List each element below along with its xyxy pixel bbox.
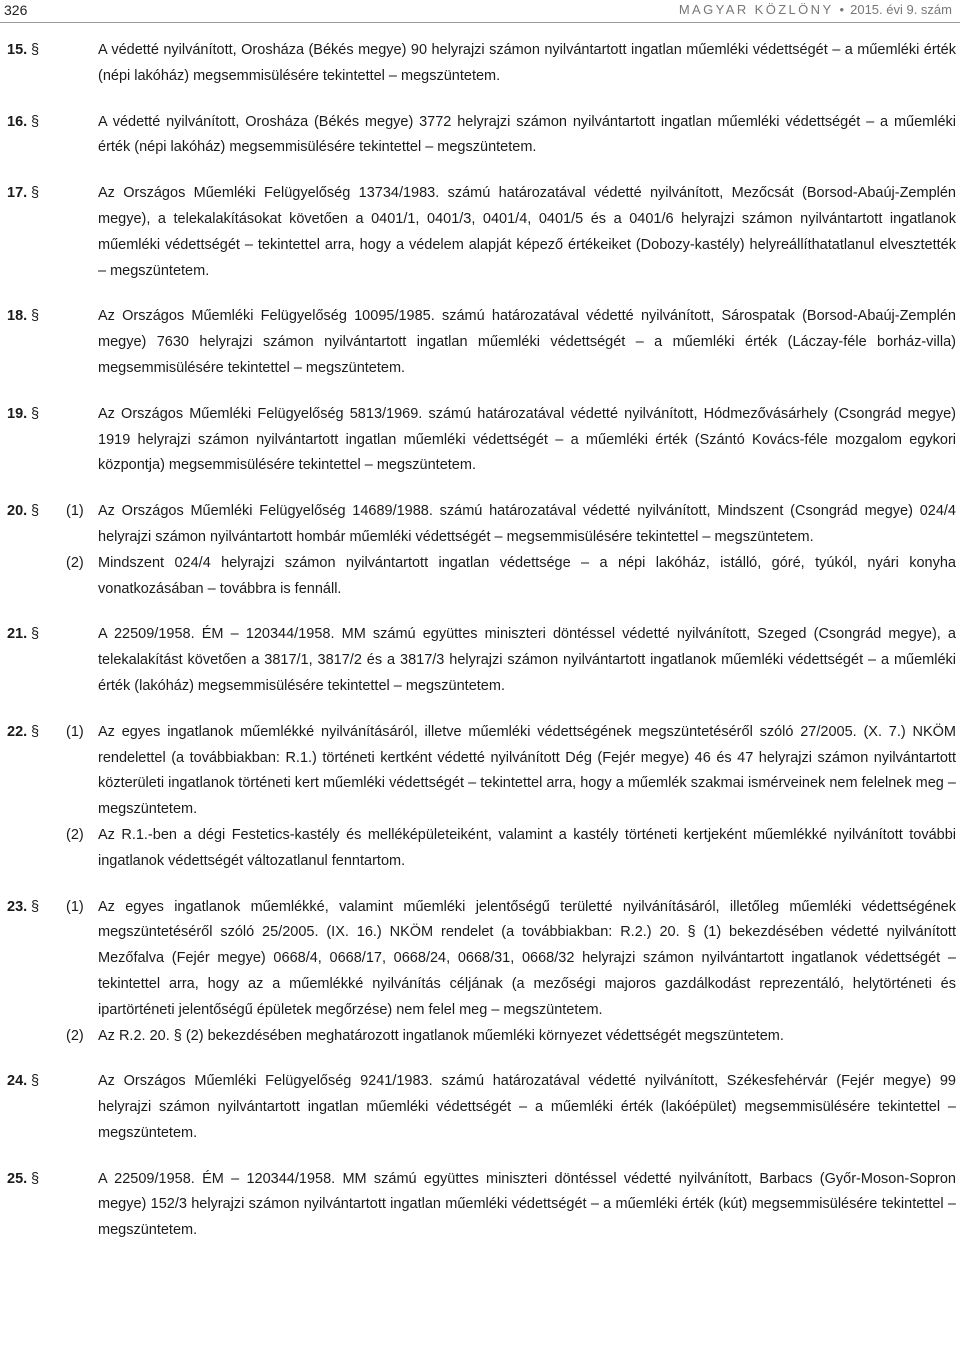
journal-title-line xyxy=(679,2,952,17)
paragraph-text: Az egyes ingatlanok műemlékké, valamint műemléki jelentőségű területté nyilvánításáról, illetőleg műemléki védettségének megszüntetéséről szóló 25/2005. (IX. 16.) NKÖM rendelet (a továbbiakban: R.2.) 20. § (1) bekezdésében védetté nyilvánított Mezőfalva (Fejér megye) 0668/4, 0668/17, 0668/24, 0668/31, 0668/32 helyrajzi számon nyilvántartott ingatlanok védettségét – tekintettel arra, hogy az a műemlékké nyilvánítás céljának (a mezőségi majoros gazdálkodást reprezentáló, helytörténeti és ipartörténeti jelentőségű épületek megőrzése) nem felel meg – megszüntetem. xyxy=(98,898,956,1018)
paragraph xyxy=(0,110,960,162)
section-item xyxy=(0,499,960,602)
section-sign: § xyxy=(31,185,40,202)
document-body xyxy=(0,38,960,1264)
paragraph xyxy=(0,895,960,1024)
section-item xyxy=(0,1069,960,1146)
section-sign: § xyxy=(31,405,40,422)
paragraph-text: Az Országos Műemléki Felügyelőség 9241/1983. számú határozatával védetté nyilvánított, Székesfehérvár (Fejér megye) 99 helyrajzi számon nyilvántartott ingatlan műemléki védettségét – a műemléki érték (lakóépület) megsemmisülésére tekintettel – megszüntetem. xyxy=(98,1073,956,1141)
paragraph-text: Az Országos Műemléki Felügyelőség 13734/1983. számú határozatával védetté nyilvánított, Mezőcsát (Borsod-Abaúj-Zemplén megye), a telekalakításokat követően a 0401/1, 0401/3, 0401/4, 0401/5 és a 0401/6 helyrajzi számon nyilvántartott ingatlanok műemléki védettségét – tekintettel arra, hogy a védelem alapját képező értékeiket (Dobozy-kastély) helyreállíthatatlanul elvesztették – megszüntetem. xyxy=(98,185,956,279)
section-item xyxy=(0,720,960,875)
section-number: 23. xyxy=(7,898,28,915)
header-separator: • xyxy=(839,2,845,17)
paragraph-text: Az egyes ingatlanok műemlékké nyilvánításáról, illetve műemléki védettségének megszüntetéséről szóló 27/2005. (X. 7.) NKÖM rendelettel (a továbbiakban: R.1.) történeti kertként védetté nyilvánított Dég (Fejér megye) 46 és 47 helyrajzi számon nyilvántartott közterületi ingatlanok történeti kert műemléki védettségét – tekintettel arra, hogy a műemlék szakmai ismérveinek nem felelnek meg – megszüntetem. xyxy=(98,723,956,818)
paragraph xyxy=(0,304,960,381)
section-sign: § xyxy=(31,42,40,58)
subsection-label: (2) xyxy=(66,826,84,843)
paragraph xyxy=(0,402,960,479)
paragraph xyxy=(0,622,960,699)
section-number: 20. xyxy=(7,503,28,520)
paragraph-text: Az Országos Műemléki Felügyelőség 10095/1985. számú határozatával védetté nyilvánított, Sárospatak (Borsod-Abaúj-Zemplén megye) 7630 helyrajzi számon nyilvántartott ingatlan műemléki védettségét – a műemléki érték (Láczay-féle borház-villa) megsemmisülésére tekintettel – megszüntetem. xyxy=(98,308,956,376)
section-sign: § xyxy=(31,503,40,520)
paragraph xyxy=(0,181,960,284)
page-header xyxy=(0,0,960,22)
paragraph-text: Az R.1.-ben a dégi Festetics-kastély és melléképületeiként, valamint a kastély történeti kertjeként műemlékké nyilvánított további ingatlanok védettségét változatlanul fenntartom. xyxy=(98,826,956,869)
section-item xyxy=(0,622,960,699)
journal-name: MAGYAR KÖZLÖNY xyxy=(678,2,834,17)
section-number: 16. xyxy=(7,113,28,130)
page-number: 326 xyxy=(4,2,28,18)
section-item xyxy=(0,38,960,90)
subsection-label: (1) xyxy=(66,503,84,520)
paragraph-text: A védetté nyilvánított, Orosháza (Békés megye) 90 helyrajzi számon nyilvántartott ingatlan műemléki védettségét – a műemléki érték (népi lakóház) megsemmisülésére tekintettel – megszüntetem. xyxy=(98,42,956,84)
section-item xyxy=(0,402,960,479)
paragraph-text: A 22509/1958. ÉM – 120344/1958. MM számú együttes miniszteri döntéssel védetté nyilvánított, Barbacs (Győr-Moson-Sopron megye) 152/3 helyrajzi számon nyilvántartott ingatlan műemléki védettségét – a műemléki érték (kút) megsemmisülésére tekintettel – megszüntetem. xyxy=(98,1170,956,1239)
section-sign: § xyxy=(31,626,40,643)
section-sign: § xyxy=(31,308,40,325)
section-number: 17. xyxy=(7,185,28,202)
section-sign: § xyxy=(31,1073,40,1090)
section-number: 21. xyxy=(7,626,28,643)
paragraph-text: Az Országos Műemléki Felügyelőség 5813/1969. számú határozatával védetté nyilvánított, Hódmezővásárhely (Csongrád megye) 1919 helyrajzi számon nyilvántartott ingatlan műemléki védettségét – a műemléki érték (Szántó Kovács-féle mozgalom egykori központja) megsemmisülésére tekintettel – megszüntetem. xyxy=(98,405,956,474)
paragraph xyxy=(0,1069,960,1146)
subsection-label: (2) xyxy=(66,1027,84,1044)
subsection-label: (1) xyxy=(66,898,84,915)
paragraph-text: A 22509/1958. ÉM – 120344/1958. MM számú együttes miniszteri döntéssel védetté nyilvánított, Szeged (Csongrád megye), a telekalakítást követően a 3817/1, 3817/2 és a 3817/3 helyrajzi számon nyilvántartott ingatlanok műemléki védettségét – a műemléki érték (lakóház) megsemmisülésére tekintettel – megszüntetem. xyxy=(98,626,956,694)
header-rule xyxy=(0,22,960,23)
paragraph xyxy=(0,551,960,603)
paragraph-text: Az R.2. 20. § (2) bekezdésében meghatározott ingatlanok műemléki környezet védettségét megszüntetem. xyxy=(98,1027,784,1044)
section-number: 19. xyxy=(7,405,28,422)
paragraph xyxy=(0,1024,960,1050)
section-sign: § xyxy=(31,723,40,740)
section-number: 25. xyxy=(7,1170,28,1187)
section-sign: § xyxy=(31,1170,40,1187)
section-sign: § xyxy=(31,113,40,130)
section-item xyxy=(0,304,960,381)
paragraph-text: Az Országos Műemléki Felügyelőség 14689/1988. számú határozatával védetté nyilvánított, Mindszent (Csongrád megye) 024/4 helyrajzi számon nyilvántartott hombár műemléki védettségét – megsemmisülésére tekintettel – megszüntetem. xyxy=(98,503,956,545)
section-item xyxy=(0,110,960,162)
issue-date: 2015. évi 9. szám xyxy=(850,2,952,17)
section-sign: § xyxy=(31,898,40,915)
section-item xyxy=(0,1167,960,1244)
section-number: 22. xyxy=(7,723,28,740)
section-number: 24. xyxy=(7,1073,28,1090)
paragraph xyxy=(0,823,960,875)
paragraph-text: Mindszent 024/4 helyrajzi számon nyilvántartott ingatlan védettsége – a népi lakóház, istálló, góré, tyúkól, nyári konyha vonatkozásában – továbbra is fennáll. xyxy=(98,554,956,597)
paragraph-text: A védetté nyilvánított, Orosháza (Békés megye) 3772 helyrajzi számon nyilvántartott ingatlan műemléki védettségét – a műemléki érték (népi lakóház) megsemmisülésére tekintettel – megszüntetem. xyxy=(98,113,956,156)
paragraph xyxy=(0,720,960,823)
section-number: 15. xyxy=(7,42,28,58)
paragraph xyxy=(0,1167,960,1244)
subsection-label: (2) xyxy=(66,554,84,571)
subsection-label: (1) xyxy=(66,723,84,740)
paragraph xyxy=(0,499,960,551)
section-item xyxy=(0,181,960,284)
section-item xyxy=(0,895,960,1050)
section-number: 18. xyxy=(7,308,28,325)
paragraph xyxy=(0,38,960,90)
